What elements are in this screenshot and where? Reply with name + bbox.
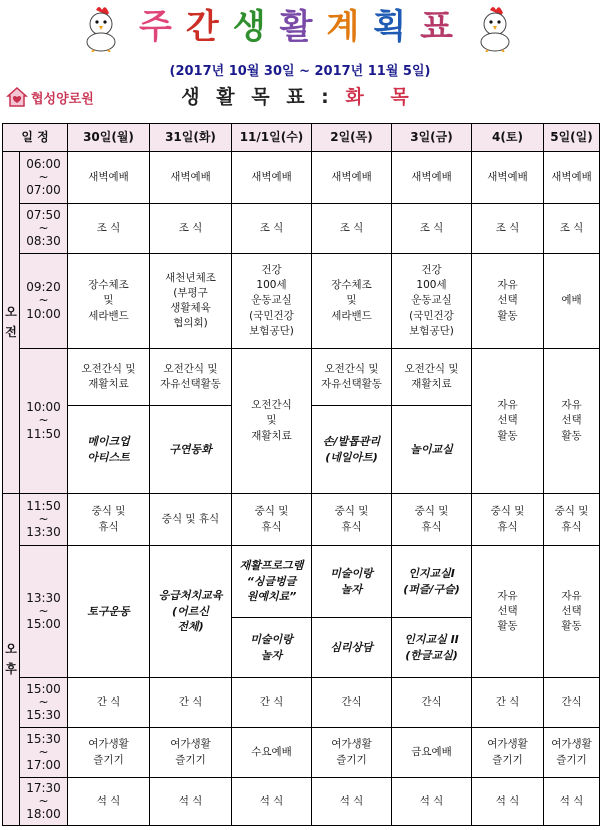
schedule-row <box>3 494 600 546</box>
schedule-cell: 오전간식 및 자유선택활동 <box>312 349 392 406</box>
schedule-cell: 손/발톱관리 (네일아트) <box>312 406 392 494</box>
schedule-cell: 중식 및 휴식 <box>68 494 150 546</box>
schedule-cell: 새벽예배 <box>232 152 312 204</box>
schedule-cell: 중식 및 휴식 <box>150 494 232 546</box>
schedule-cell: 조 식 <box>312 204 392 254</box>
time-cell: 13:30 ~ 15:00 <box>20 546 68 678</box>
schedule-cell: 심리상담 <box>312 618 392 678</box>
time-cell: 06:00 ~ 07:00 <box>20 152 68 204</box>
schedule-cell: 중식 및 휴식 <box>232 494 312 546</box>
schedule-cell: 석 식 <box>68 778 150 826</box>
schedule-cell: 석 식 <box>150 778 232 826</box>
title-char: 계 <box>326 7 368 47</box>
schedule-cell: 간 식 <box>472 678 544 728</box>
time-cell: 15:30 ~ 17:00 <box>20 728 68 778</box>
weekly-schedule-table <box>2 123 600 826</box>
schedule-row <box>3 778 600 826</box>
corner-cell: 일 정 <box>3 124 68 152</box>
schedule-cell: 오전간식 및 재활치료 <box>232 349 312 494</box>
schedule-cell: 중식 및 휴식 <box>312 494 392 546</box>
schedule-cell: 자유 선택 활동 <box>472 254 544 349</box>
schedule-cell: 수요예배 <box>232 728 312 778</box>
schedule-cell: 간식 <box>312 678 392 728</box>
schedule-row <box>3 728 600 778</box>
schedule-cell: 여가생활 즐기기 <box>312 728 392 778</box>
schedule-cell: 새벽예배 <box>150 152 232 204</box>
schedule-cell: 예배 <box>544 254 600 349</box>
goal-label: 생 활 목 표 : <box>181 86 334 108</box>
schedule-cell: 간 식 <box>232 678 312 728</box>
schedule-cell: 간 식 <box>68 678 150 728</box>
schedule-cell: 조 식 <box>68 204 150 254</box>
day-header: 31일(화) <box>150 124 232 152</box>
schedule-cell: 자유 선택 활동 <box>544 546 600 678</box>
schedule-cell: 중식 및 휴식 <box>544 494 600 546</box>
day-header: 11/1일(수) <box>232 124 312 152</box>
schedule-cell: 조 식 <box>150 204 232 254</box>
schedule-row <box>3 349 600 406</box>
schedule-cell: 재활프로그램 “싱글벙글 원예치료” <box>232 546 312 618</box>
schedule-cell: 미술이랑 놀자 <box>232 618 312 678</box>
schedule-cell: 자유 선택 활동 <box>472 546 544 678</box>
time-cell: 10:00 ~ 11:50 <box>20 349 68 494</box>
schedule-cell: 토구운동 <box>68 546 150 678</box>
schedule-cell: 중식 및 휴식 <box>472 494 544 546</box>
logo-text: 협성양로원 <box>31 91 94 107</box>
time-cell: 11:50 ~ 13:30 <box>20 494 68 546</box>
schedule-row <box>3 678 600 728</box>
schedule-cell: 건강 100세 운동교실 (국민건강 보험공단) <box>392 254 472 349</box>
schedule-cell: 석 식 <box>392 778 472 826</box>
schedule-cell: 여가생활 즐기기 <box>472 728 544 778</box>
schedule-cell: 간 식 <box>150 678 232 728</box>
schedule-cell: 석 식 <box>544 778 600 826</box>
time-cell: 07:50 ~ 08:30 <box>20 204 68 254</box>
time-cell: 17:30 ~ 18:00 <box>20 778 68 826</box>
title-char: 주 <box>138 7 180 47</box>
header-row <box>3 124 600 152</box>
day-header: 30일(월) <box>68 124 150 152</box>
schedule-cell: 인지교실 II (한글교실) <box>392 618 472 678</box>
schedule-cell: 장수체조 및 세라밴드 <box>312 254 392 349</box>
schedule-cell: 장수체조 및 세라밴드 <box>68 254 150 349</box>
schedule-cell: 금요예배 <box>392 728 472 778</box>
schedule-cell: 간식 <box>544 678 600 728</box>
schedule-cell: 구연동화 <box>150 406 232 494</box>
day-header: 4(토) <box>472 124 544 152</box>
period-pm: 오 후 <box>3 494 20 826</box>
schedule-cell: 새벽예배 <box>392 152 472 204</box>
schedule-cell: 새천년체조 (부평구 생활체육 협의회) <box>150 254 232 349</box>
title-char: 표 <box>420 7 461 47</box>
schedule-cell: 응급처치교육 (어르신 전체) <box>150 546 232 678</box>
schedule-row <box>3 546 600 618</box>
schedule-cell: 건강 100세 운동교실 (국민건강 보험공단) <box>232 254 312 349</box>
schedule-cell: 메이크업 아티스트 <box>68 406 150 494</box>
title-char: 획 <box>373 7 415 47</box>
schedule-cell: 새벽예배 <box>68 152 150 204</box>
time-cell: 15:00 ~ 15:30 <box>20 678 68 728</box>
period-am: 오 전 <box>3 152 20 494</box>
schedule-cell: 오전간식 및 자유선택활동 <box>150 349 232 406</box>
time-cell: 09:20 ~ 10:00 <box>20 254 68 349</box>
schedule-cell: 여가생활 즐기기 <box>150 728 232 778</box>
life-goal <box>0 82 600 109</box>
title-char: 활 <box>279 7 321 47</box>
schedule-row <box>3 152 600 204</box>
schedule-cell: 중식 및 휴식 <box>392 494 472 546</box>
schedule-cell: 자유 선택 활동 <box>544 349 600 494</box>
schedule-cell: 석 식 <box>232 778 312 826</box>
day-header: 3일(금) <box>392 124 472 152</box>
schedule-cell: 미술이랑 놀자 <box>312 546 392 618</box>
schedule-cell: 새벽예배 <box>544 152 600 204</box>
schedule-cell: 석 식 <box>312 778 392 826</box>
schedule-cell: 조 식 <box>232 204 312 254</box>
schedule-cell: 조 식 <box>472 204 544 254</box>
date-range: (2017년 10월 30일 ~ 2017년 11월 5일) <box>169 64 431 79</box>
schedule-cell: 여가생활 즐기기 <box>544 728 600 778</box>
schedule-cell: 석 식 <box>472 778 544 826</box>
goal-value: 화 목 <box>345 86 419 108</box>
schedule-cell: 인지교실I (퍼즐/구슬) <box>392 546 472 618</box>
schedule-cell: 새벽예배 <box>472 152 544 204</box>
schedule-cell: 간식 <box>392 678 472 728</box>
day-header: 2일(목) <box>312 124 392 152</box>
schedule-cell: 여가생활 즐기기 <box>68 728 150 778</box>
schedule-cell: 놀이교실 <box>392 406 472 494</box>
schedule-cell: 조 식 <box>392 204 472 254</box>
schedule-row <box>3 204 600 254</box>
title-char: 간 <box>185 7 227 47</box>
schedule-cell: 오전간식 및 재활치료 <box>392 349 472 406</box>
schedule-cell: 새벽예배 <box>312 152 392 204</box>
title-char: 생 <box>232 7 274 47</box>
schedule-cell: 오전간식 및 재활치료 <box>68 349 150 406</box>
schedule-row <box>3 254 600 349</box>
schedule-cell: 자유 선택 활동 <box>472 349 544 494</box>
page-title <box>0 4 600 50</box>
schedule-cell: 조 식 <box>544 204 600 254</box>
day-header: 5일(일) <box>544 124 600 152</box>
